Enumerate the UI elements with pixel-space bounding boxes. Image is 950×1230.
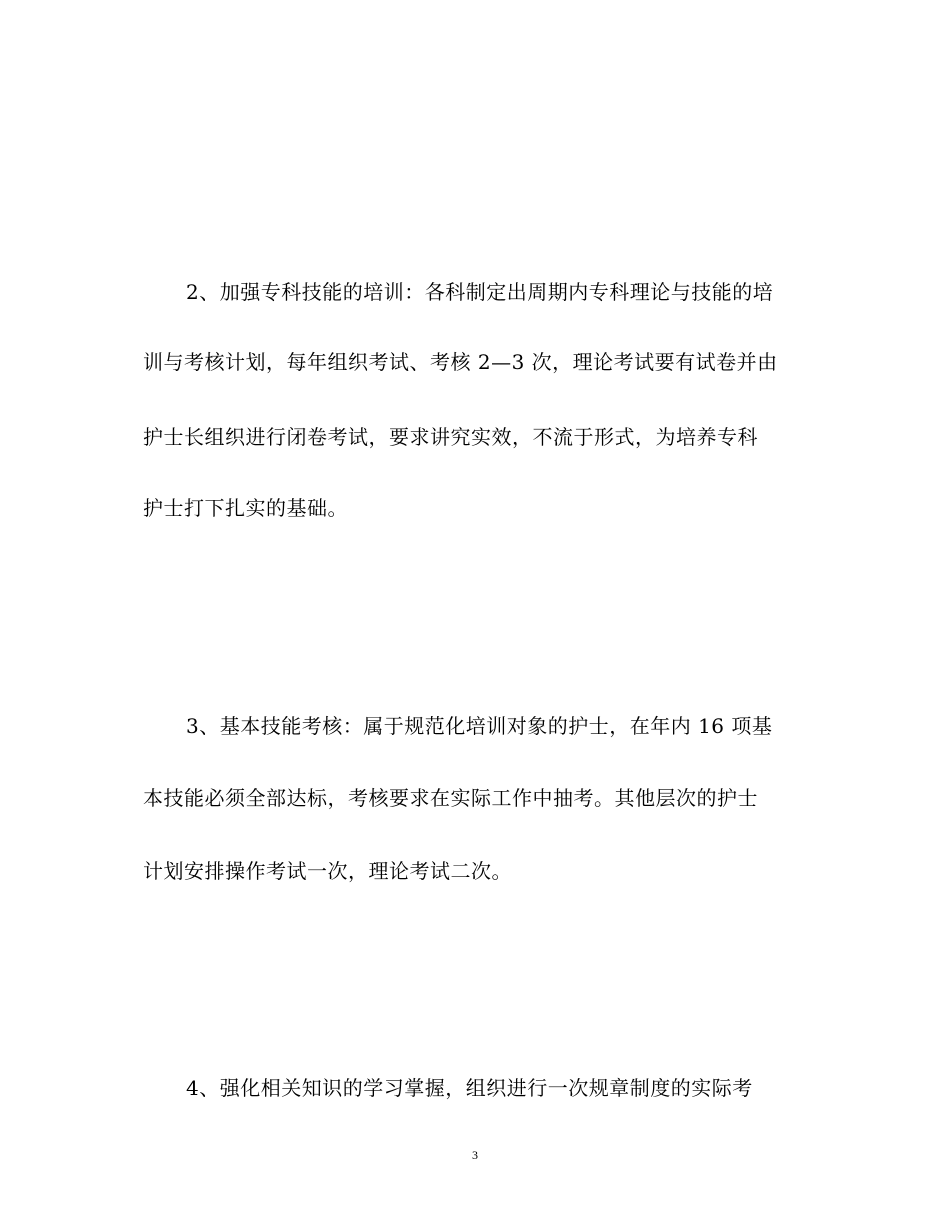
page-number: 3	[472, 1148, 478, 1162]
paragraph-line: 训与考核计划，每年组织考试、考核 2—3 次，理论考试要有试卷并由	[143, 350, 778, 374]
paragraph-line: 护士长组织进行闭卷考试，要求讲究实效，不流于形式，为培养专科	[143, 425, 758, 449]
paragraph-line: 计划安排操作考试一次，理论考试二次。	[143, 859, 512, 883]
paragraph-line: 本技能必须全部达标，考核要求在实际工作中抽考。其他层次的护士	[143, 786, 758, 810]
paragraph-line: 3、基本技能考核：属于规范化培训对象的护士，在年内 16 项基	[186, 714, 773, 738]
paragraph-line: 4、强化相关知识的学习掌握，组织进行一次规章制度的实际考	[186, 1076, 753, 1100]
paragraph-line: 护士打下扎实的基础。	[143, 496, 348, 520]
paragraph-line: 2、加强专科技能的培训：各科制定出周期内专科理论与技能的培	[186, 280, 774, 304]
